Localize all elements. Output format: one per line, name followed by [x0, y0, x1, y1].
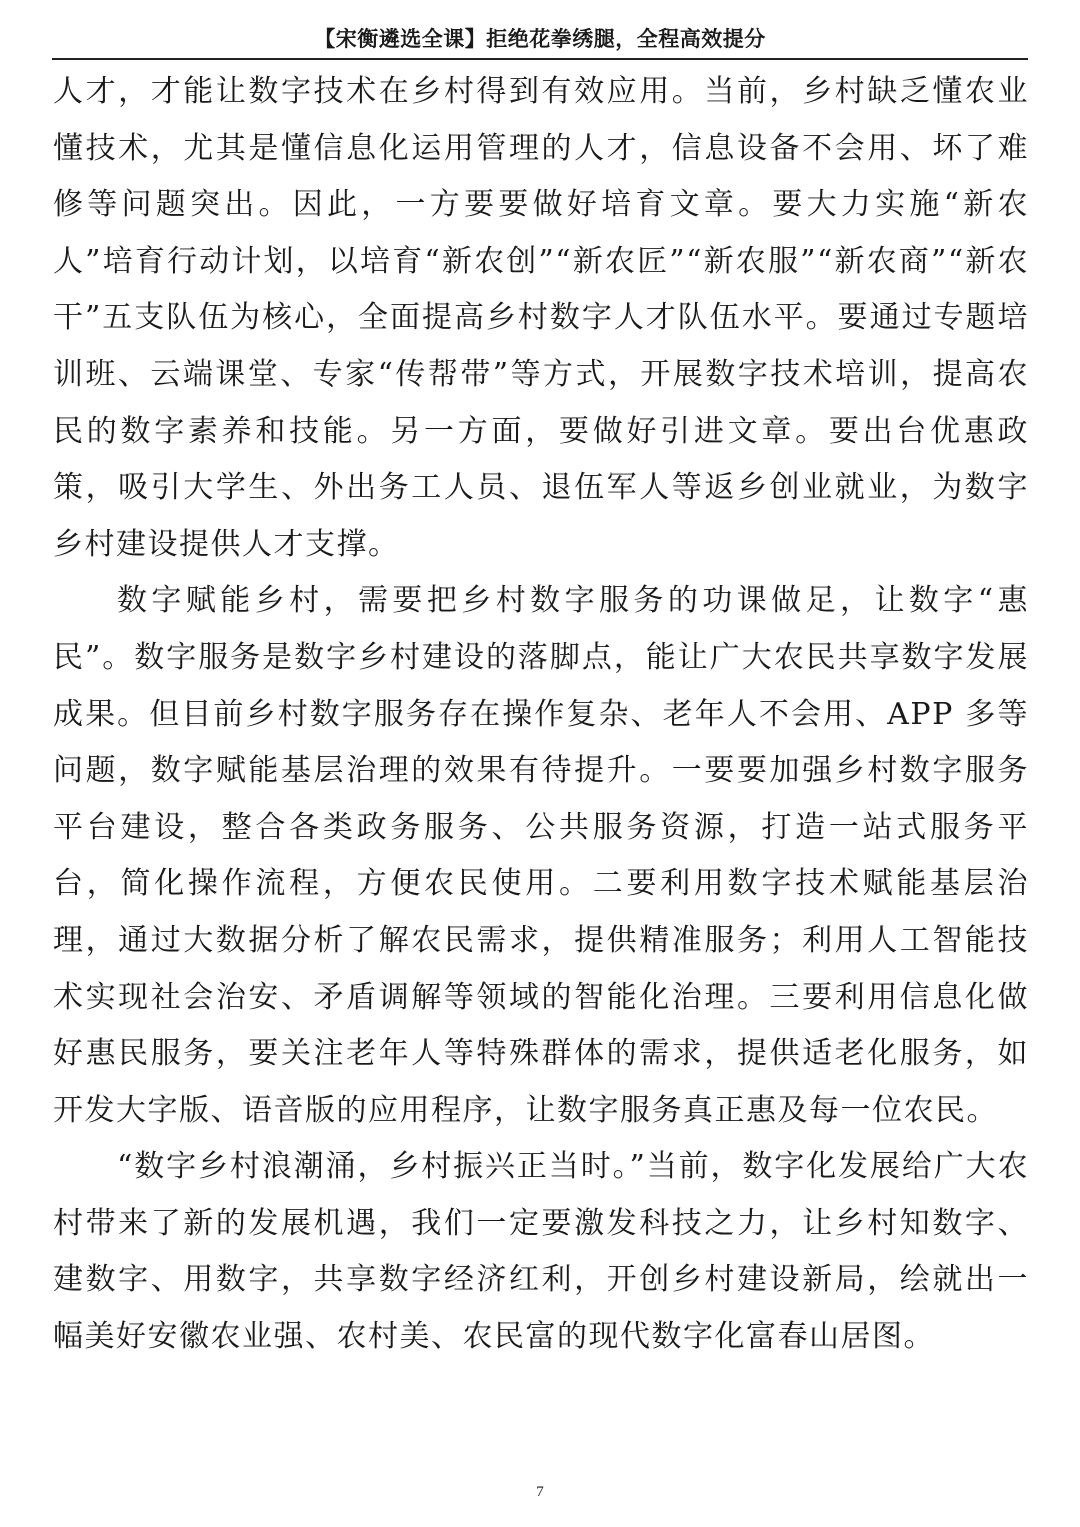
page-header: 【宋衡遴选全课】拒绝花拳绣腿，全程高效提分 — [52, 22, 1028, 60]
paragraph-conclusion: “数字乡村浪潮涌，乡村振兴正当时。”当前，数字化发展给广大农村带来了新的发展机遇，我们一定要激发科技之力，让乡村知数字、建数字、用数字，共享数字经济红利，开创乡村建设新局，绘就出一幅美好安徽农业强、农村美、农民富的现代数字化富春山居图。 — [53, 1149, 1029, 1355]
document-body — [53, 64, 1029, 1366]
page-number: 7 — [536, 1484, 544, 1500]
paragraph-digital-services: 数字赋能乡村，需要把乡村数字服务的功课做足，让数字“惠民”。数字服务是数字乡村建设的落脚点，能让广大农民共享数字发展成果。但目前乡村数字服务存在操作复杂、老年人不会用、APP 多等问题，数字赋能基层治理的效果有待提升。一要要加强乡村数字服务平台建设，整合各类政务服务、公共服务资源，打造一站式服务平台，简化操作流程，方便农民使用。二要利用数字技术赋能基层治理，通过大数据分析了解农民需求，提供精准服务；利用人工智能技术实现社会治安、矛盾调解等领域的智能化治理。三要利用信息化做好惠民服务，要关注老年人等特殊群体的需求，提供适老化服务，如开发大字版、语音版的应用程序，让数字服务真正惠及每一位农民。 — [53, 583, 1029, 1128]
paragraph-talent: 人才，才能让数字技术在乡村得到有效应用。当前，乡村缺乏懂农业懂技术，尤其是懂信息化运用管理的人才，信息设备不会用、坏了难修等问题突出。因此，一方要要做好培育文章。要大力实施“新农人”培育行动计划，以培育“新农创”“新农匠”“新农服”“新农商”“新农干”五支队伍为核心，全面提高乡村数字人才队伍水平。要通过专题培训班、云端课堂、专家“传帮带”等方式，开展数字技术培训，提高农民的数字素养和技能。另一方面，要做好引进文章。要出台优惠政策，吸引大学生、外出务工人员、退伍军人等返乡创业就业，为数字乡村建设提供人才支撑。 — [53, 74, 1029, 562]
